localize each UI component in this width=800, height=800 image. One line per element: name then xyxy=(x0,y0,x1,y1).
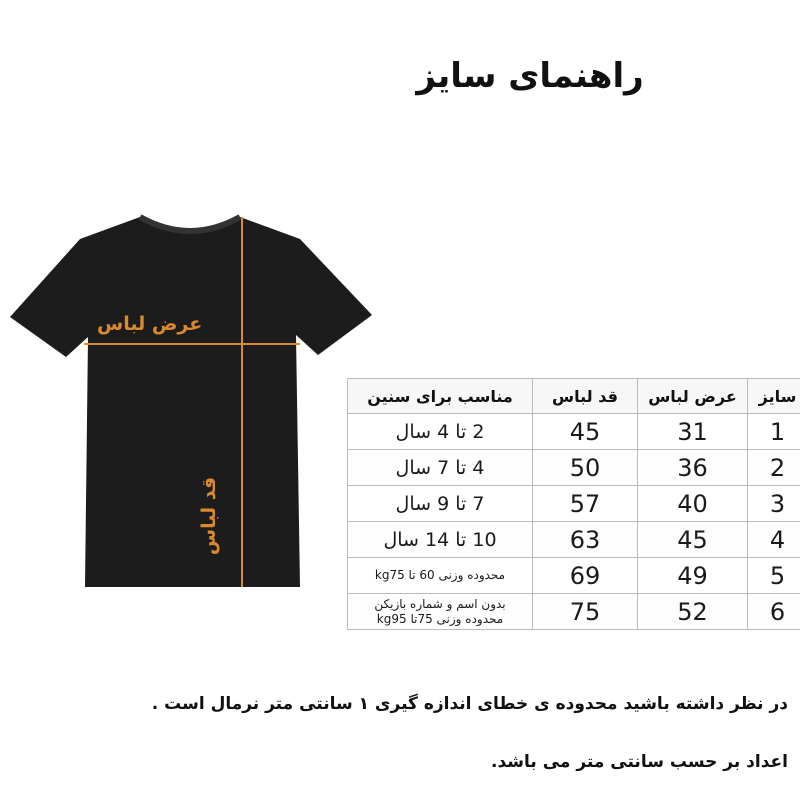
table-row xyxy=(348,594,800,630)
table-row xyxy=(348,522,800,558)
cell-age: 10 تا 14 سال xyxy=(348,522,533,558)
cell-age xyxy=(348,594,533,630)
width-label: عرض لباس xyxy=(97,313,203,335)
cell-size: 4 xyxy=(748,522,800,558)
cell-width: 49 xyxy=(638,558,748,594)
cell-height: 75 xyxy=(533,594,638,630)
page-title: راهنمای سایز xyxy=(416,56,644,96)
cell-size: 5 xyxy=(748,558,800,594)
measurement-error-note: در نظر داشته باشید محدوده ی خطای اندازه گیری ۱ سانتی متر نرمال است . xyxy=(151,694,788,714)
cell-width: 45 xyxy=(638,522,748,558)
header-size: سایز xyxy=(748,379,800,414)
cell-size: 2 xyxy=(748,450,800,486)
cell-height: 63 xyxy=(533,522,638,558)
size-table xyxy=(347,378,800,630)
table-row xyxy=(348,486,800,522)
cell-height: 50 xyxy=(533,450,638,486)
table-row xyxy=(348,450,800,486)
cell-age: 7 تا 9 سال xyxy=(348,486,533,522)
cell-height: 69 xyxy=(533,558,638,594)
cell-size: 3 xyxy=(748,486,800,522)
height-label: قد لباس xyxy=(198,476,221,556)
cell-width: 31 xyxy=(638,414,748,450)
cell-width: 36 xyxy=(638,450,748,486)
cell-age-line1: بدون اسم و شماره بازیکن xyxy=(374,596,506,611)
tshirt-illustration xyxy=(0,205,380,595)
cell-height: 57 xyxy=(533,486,638,522)
cell-height: 45 xyxy=(533,414,638,450)
table-row xyxy=(348,558,800,594)
cell-age: 4 تا 7 سال xyxy=(348,450,533,486)
table-row xyxy=(348,414,800,450)
cell-age-line2: محدوده وزنی 75تا kg95 xyxy=(376,611,504,626)
cell-size: 1 xyxy=(748,414,800,450)
cell-age: محدوده وزنی 60 تا kg75 xyxy=(348,558,533,594)
cell-age: 2 تا 4 سال xyxy=(348,414,533,450)
table-header-row xyxy=(348,379,800,414)
units-note: اعداد بر حسب سانتی متر می باشد. xyxy=(491,752,788,772)
header-age: مناسب برای سنین xyxy=(348,379,533,414)
cell-size: 6 xyxy=(748,594,800,630)
header-height: قد لباس xyxy=(533,379,638,414)
header-width: عرض لباس xyxy=(638,379,748,414)
tshirt-icon xyxy=(0,205,380,595)
cell-width: 52 xyxy=(638,594,748,630)
cell-width: 40 xyxy=(638,486,748,522)
